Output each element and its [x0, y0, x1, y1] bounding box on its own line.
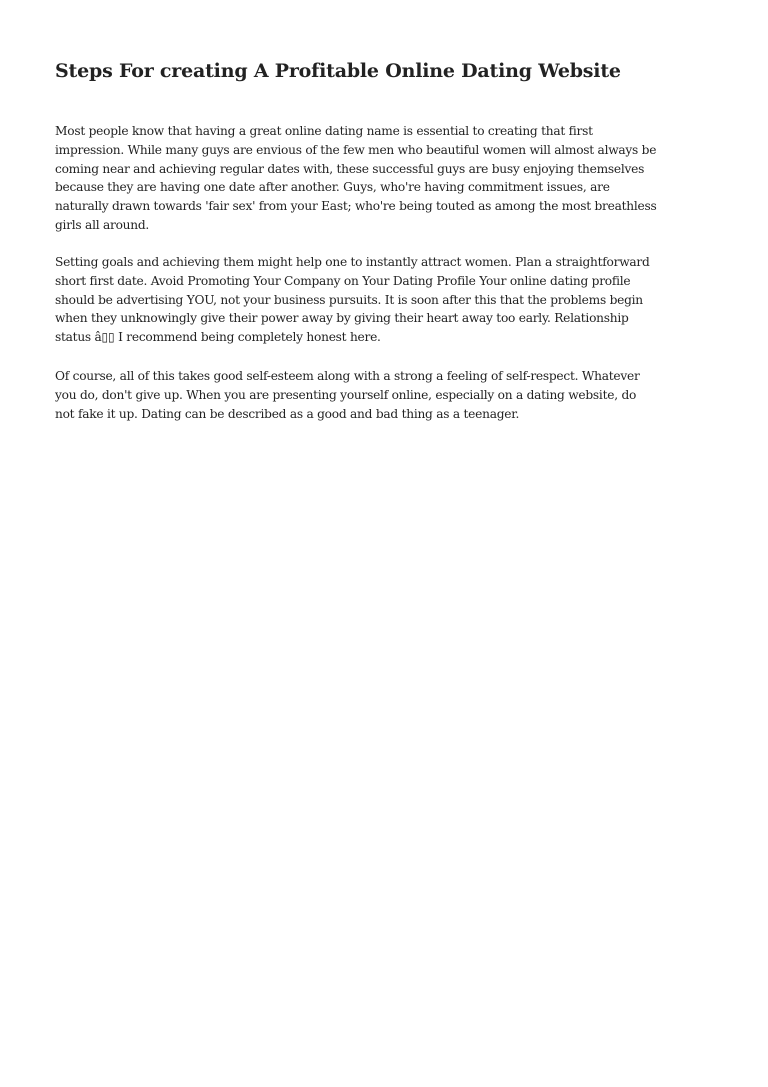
- paragraph-2: [55, 253, 650, 347]
- text-line: naturally drawn towards 'fair sex' from your East; who're being touted as among the most breathless: [55, 199, 657, 214]
- text-line: short first date. Avoid Promoting Your Company on Your Dating Profile Your online dating profile: [55, 273, 631, 288]
- text-line: Most people know that having a great online dating name is essential to creating that first: [55, 124, 593, 138]
- text-line: when they unknowingly give their power away by giving their heart away too early. Relationship: [55, 311, 629, 326]
- text-line: girls all around.: [55, 217, 150, 232]
- text-line: you do, don't give up. When you are presenting yourself online, especially on a dating website, do: [55, 387, 637, 402]
- document-title: Steps For creating A Profitable Online Dating Website: [55, 60, 621, 82]
- text-line: should be advertising YOU, not your business pursuits. It is soon after this that the problems begin: [55, 292, 643, 307]
- paragraph-1: [55, 122, 656, 235]
- text-line: coming near and achieving regular dates with, these successful guys are busy enjoying themselves: [55, 161, 645, 176]
- text-line: Setting goals and achieving them might help one to instantly attract women. Plan a straightforward: [55, 255, 650, 269]
- text-line: status â▯▯ I recommend being completely honest here.: [55, 330, 381, 345]
- text-line: not fake it up. Dating can be described as a good and bad thing as a teenager.: [55, 406, 520, 421]
- paragraph-3: [55, 367, 640, 423]
- text-line: impression. While many guys are envious of the few men who beautiful women will almost always be: [55, 142, 657, 157]
- text-line: because they are having one date after another. Guys, who're having commitment issues, are: [55, 180, 610, 195]
- text-line: Of course, all of this takes good self-esteem along with a strong a feeling of self-respect. Whatever: [55, 369, 640, 383]
